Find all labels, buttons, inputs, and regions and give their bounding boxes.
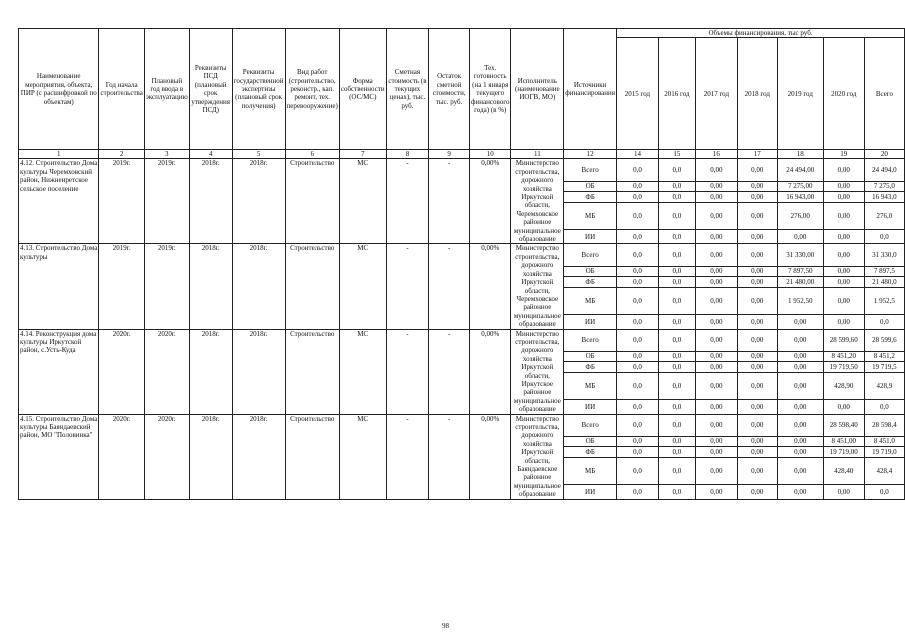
funding-value: 0,0 <box>617 315 659 329</box>
funding-value: 0,00 <box>695 191 737 202</box>
expertise-date: 2018г. <box>232 244 285 329</box>
funding-value: 0,0 <box>658 400 695 414</box>
funding-total: 7 897,5 <box>864 266 904 276</box>
funding-value: 0,0 <box>658 230 695 244</box>
table-row <box>19 159 905 181</box>
funding-value: 0,00 <box>777 485 823 499</box>
start-year: 2020г. <box>99 329 144 414</box>
funding-value: 0,00 <box>823 230 864 244</box>
header-psd: Реквизиты ПСД (плановый срок утверждения ПСД) <box>189 29 232 150</box>
start-year: 2019г. <box>99 244 144 329</box>
ownership: МС <box>339 244 386 329</box>
funding-value: 0,0 <box>617 276 659 287</box>
funding-value: 0,00 <box>737 276 777 287</box>
funding-value: 0,0 <box>617 191 659 202</box>
funding-value: 0,00 <box>695 266 737 276</box>
funding-value: 0,00 <box>823 287 864 314</box>
funding-value: 0,00 <box>737 191 777 202</box>
funding-value: 0,00 <box>695 458 737 485</box>
funding-value: 0,00 <box>823 244 864 266</box>
work-type: Строительство <box>285 329 339 414</box>
funding-source: ИИ <box>564 485 617 499</box>
column-number: 14 <box>617 150 659 159</box>
funding-value: 0,0 <box>617 458 659 485</box>
ownership: МС <box>339 159 386 244</box>
executor: Министерство строительства, дорожного хозяйства Иркутской области, Иркутское районное муниципальное образование <box>511 329 564 414</box>
header-start-year: Год начала строительства <box>99 29 144 150</box>
funding-value: 0,00 <box>695 202 737 229</box>
funding-value: 0,0 <box>658 446 695 457</box>
header-work-type: Вид работ (строительство, реконстр., кап. ремонт, тех. перевооружение) <box>285 29 339 150</box>
cost-remainder: - <box>429 244 470 329</box>
funding-total: 428,9 <box>864 373 904 400</box>
funding-value: 0,0 <box>617 244 659 266</box>
funding-source: МБ <box>564 202 617 229</box>
funding-value: 1 952,50 <box>777 287 823 314</box>
funding-source: МБ <box>564 458 617 485</box>
header-year: 2018 год <box>737 38 777 150</box>
header-year: 2019 год <box>777 38 823 150</box>
column-number: 7 <box>339 150 386 159</box>
header-year: 2016 год <box>658 38 695 150</box>
table-row <box>19 329 905 351</box>
header-ownership: Форма собственности (ОС/МС) <box>339 29 386 150</box>
funding-value: 0,00 <box>823 181 864 191</box>
estimated-cost: - <box>386 414 429 499</box>
funding-total: 0,0 <box>864 315 904 329</box>
funding-value: 0,00 <box>695 159 737 181</box>
column-number: 11 <box>511 150 564 159</box>
funding-total: 16 943,0 <box>864 191 904 202</box>
work-type: Строительство <box>285 244 339 329</box>
funding-source: ФБ <box>564 446 617 457</box>
funding-total: 28 598,4 <box>864 414 904 436</box>
readiness: 0,00% <box>470 159 511 244</box>
funding-value: 0,00 <box>737 202 777 229</box>
column-number: 1 <box>19 150 99 159</box>
table-row <box>19 414 905 436</box>
column-number: 2 <box>99 150 144 159</box>
expertise-date: 2018г. <box>232 329 285 414</box>
column-number: 17 <box>737 150 777 159</box>
cost-remainder: - <box>429 414 470 499</box>
funding-source: ОБ <box>564 181 617 191</box>
funding-value: 0,00 <box>737 244 777 266</box>
funding-value: 0,00 <box>695 276 737 287</box>
header-expertise: Реквизиты государственной экспертизы (плановый срок получения) <box>232 29 285 150</box>
funding-value: 0,0 <box>617 230 659 244</box>
funding-value: 0,00 <box>695 400 737 414</box>
column-number: 5 <box>232 150 285 159</box>
funding-value: 0,0 <box>658 202 695 229</box>
work-type: Строительство <box>285 414 339 499</box>
funding-value: 0,00 <box>823 159 864 181</box>
ownership: МС <box>339 414 386 499</box>
funding-value: 0,00 <box>695 181 737 191</box>
funding-source: Всего <box>564 244 617 266</box>
funding-total: 0,0 <box>864 230 904 244</box>
header-name: Наименование мероприятия, объекта, ПИР (с расшифровкой по объектам) <box>19 29 99 150</box>
header-year: 2020 год <box>823 38 864 150</box>
funding-value: 0,00 <box>695 373 737 400</box>
header-plan-year: Плановый год ввода в эксплуатацию <box>144 29 189 150</box>
column-number-row <box>19 150 905 159</box>
header-year: 2017 год <box>695 38 737 150</box>
funding-value: 0,0 <box>617 202 659 229</box>
plan-year: 2020г. <box>144 329 189 414</box>
header-funding-group: Объемы финансирования, тыс руб. <box>617 29 905 38</box>
funding-value: 0,0 <box>617 414 659 436</box>
object-name: 4.15. Строительство Дома культуры Баяндаевский район, МО "Половинка" <box>19 414 99 499</box>
funding-value: 0,00 <box>777 361 823 372</box>
funding-value: 0,0 <box>617 159 659 181</box>
funding-value: 0,00 <box>823 485 864 499</box>
funding-value: 0,00 <box>695 287 737 314</box>
ownership: МС <box>339 329 386 414</box>
funding-value: 0,00 <box>823 315 864 329</box>
funding-value: 0,0 <box>658 351 695 361</box>
funding-source: Всего <box>564 159 617 181</box>
funding-value: 31 330,00 <box>777 244 823 266</box>
funding-value: 0,00 <box>737 230 777 244</box>
start-year: 2020г. <box>99 414 144 499</box>
object-name: 4.13. Строительство Дома культуры <box>19 244 99 329</box>
executor: Министерство строительства, дорожного хозяйства Иркутской области, Черемховское районное муниципальное образование <box>511 244 564 329</box>
funding-value: 0,0 <box>658 181 695 191</box>
funding-value: 0,0 <box>658 373 695 400</box>
funding-value: 0,0 <box>617 266 659 276</box>
funding-value: 428,40 <box>823 458 864 485</box>
funding-total: 428,4 <box>864 458 904 485</box>
object-name: 4.12. Строительство Дома культуры Черемховский район, Нижнеиретское сельское поселение <box>19 159 99 244</box>
readiness: 0,00% <box>470 414 511 499</box>
funding-value: 0,0 <box>658 315 695 329</box>
funding-value: 0,0 <box>617 400 659 414</box>
funding-source: ОБ <box>564 266 617 276</box>
column-number: 20 <box>864 150 904 159</box>
funding-value: 0,0 <box>658 414 695 436</box>
funding-value: 0,00 <box>737 485 777 499</box>
funding-total: 31 330,0 <box>864 244 904 266</box>
funding-source: ИИ <box>564 400 617 414</box>
funding-source: ОБ <box>564 351 617 361</box>
page-number: 98 <box>442 622 449 630</box>
funding-value: 0,00 <box>695 436 737 446</box>
funding-value: 0,0 <box>617 287 659 314</box>
funding-value: 0,0 <box>617 181 659 191</box>
executor: Министерство строительства, дорожного хозяйства Иркутской области, Баяндаевское районное муниципальное образование <box>511 414 564 499</box>
funding-value: 21 480,00 <box>777 276 823 287</box>
estimated-cost: - <box>386 244 429 329</box>
funding-value: 0,00 <box>777 329 823 351</box>
funding-value: 428,90 <box>823 373 864 400</box>
funding-value: 0,00 <box>737 315 777 329</box>
funding-value: 28 598,40 <box>823 414 864 436</box>
funding-value: 7 897,50 <box>777 266 823 276</box>
column-number: 6 <box>285 150 339 159</box>
column-number: 10 <box>470 150 511 159</box>
funding-total: 7 275,0 <box>864 181 904 191</box>
readiness: 0,00% <box>470 244 511 329</box>
funding-value: 0,0 <box>617 329 659 351</box>
expertise-date: 2018г. <box>232 414 285 499</box>
funding-value: 0,00 <box>737 181 777 191</box>
header-sources: Источники финансирования <box>564 29 617 150</box>
funding-value: 0,0 <box>658 287 695 314</box>
funding-value: 0,0 <box>658 329 695 351</box>
header-year: 2015 год <box>617 38 659 150</box>
funding-value: 0,00 <box>695 485 737 499</box>
funding-value: 0,00 <box>737 414 777 436</box>
funding-source: ОБ <box>564 436 617 446</box>
funding-value: 0,00 <box>737 446 777 457</box>
funding-value: 0,00 <box>823 400 864 414</box>
psd-date: 2018г. <box>189 329 232 414</box>
funding-value: 0,0 <box>617 351 659 361</box>
funding-total: 0,0 <box>864 400 904 414</box>
funding-total: 0,0 <box>864 485 904 499</box>
column-number: 12 <box>564 150 617 159</box>
funding-value: 0,00 <box>777 230 823 244</box>
funding-value: 0,00 <box>777 414 823 436</box>
funding-value: 0,00 <box>695 351 737 361</box>
funding-value: 0,00 <box>823 191 864 202</box>
funding-value: 0,00 <box>777 373 823 400</box>
funding-value: 0,0 <box>658 266 695 276</box>
funding-value: 0,00 <box>777 351 823 361</box>
funding-value: 0,00 <box>737 373 777 400</box>
start-year: 2019г. <box>99 159 144 244</box>
funding-value: 0,00 <box>823 202 864 229</box>
funding-source: ФБ <box>564 191 617 202</box>
funding-value: 0,00 <box>737 266 777 276</box>
funding-value: 0,00 <box>777 458 823 485</box>
funding-total: 19 719,5 <box>864 361 904 372</box>
estimated-cost: - <box>386 329 429 414</box>
funding-value: 0,0 <box>617 485 659 499</box>
funding-value: 7 275,00 <box>777 181 823 191</box>
plan-year: 2019г. <box>144 244 189 329</box>
funding-total: 19 719,0 <box>864 446 904 457</box>
column-number: 15 <box>658 150 695 159</box>
funding-value: 0,00 <box>777 315 823 329</box>
psd-date: 2018г. <box>189 159 232 244</box>
funding-value: 0,00 <box>695 329 737 351</box>
funding-value: 0,00 <box>695 414 737 436</box>
work-type: Строительство <box>285 159 339 244</box>
funding-value: 8 451,00 <box>823 436 864 446</box>
column-number: 4 <box>189 150 232 159</box>
funding-total: 21 480,0 <box>864 276 904 287</box>
funding-value: 0,00 <box>695 361 737 372</box>
funding-value: 16 943,00 <box>777 191 823 202</box>
table-row <box>19 244 905 266</box>
funding-value: 0,0 <box>617 436 659 446</box>
expertise-date: 2018г. <box>232 159 285 244</box>
funding-value: 0,0 <box>617 361 659 372</box>
cost-remainder: - <box>429 159 470 244</box>
funding-value: 0,00 <box>737 436 777 446</box>
funding-total: 28 599,6 <box>864 329 904 351</box>
funding-source: ИИ <box>564 230 617 244</box>
funding-value: 0,0 <box>658 485 695 499</box>
funding-value: 0,0 <box>617 446 659 457</box>
funding-value: 24 494,00 <box>777 159 823 181</box>
funding-value: 0,00 <box>737 458 777 485</box>
funding-table <box>18 28 905 500</box>
funding-value: 0,0 <box>617 373 659 400</box>
funding-value: 0,0 <box>658 276 695 287</box>
funding-value: 0,0 <box>658 244 695 266</box>
column-number: 18 <box>777 150 823 159</box>
funding-value: 0,00 <box>737 351 777 361</box>
funding-value: 0,0 <box>658 191 695 202</box>
funding-value: 0,0 <box>658 458 695 485</box>
psd-date: 2018г. <box>189 244 232 329</box>
funding-value: 0,00 <box>695 230 737 244</box>
plan-year: 2020г. <box>144 414 189 499</box>
header-cost: Сметная стоимость (в текущих ценах), тыс. руб. <box>386 29 429 150</box>
funding-source: ИИ <box>564 315 617 329</box>
funding-value: 0,00 <box>737 159 777 181</box>
funding-value: 0,00 <box>737 361 777 372</box>
funding-value: 0,0 <box>658 436 695 446</box>
header-readiness: Тех. готовность (на 1 января текущего финансового года) (в %) <box>470 29 511 150</box>
funding-value: 0,00 <box>737 400 777 414</box>
cost-remainder: - <box>429 329 470 414</box>
funding-value: 8 451,20 <box>823 351 864 361</box>
column-number: 8 <box>386 150 429 159</box>
funding-value: 0,00 <box>695 244 737 266</box>
column-number: 3 <box>144 150 189 159</box>
funding-value: 28 599,60 <box>823 329 864 351</box>
funding-value: 0,0 <box>658 361 695 372</box>
funding-value: 19 719,00 <box>823 446 864 457</box>
plan-year: 2019г. <box>144 159 189 244</box>
funding-value: 0,00 <box>737 287 777 314</box>
funding-value: 0,00 <box>823 276 864 287</box>
funding-total: 8 451,2 <box>864 351 904 361</box>
funding-total: 1 952,5 <box>864 287 904 314</box>
funding-source: МБ <box>564 287 617 314</box>
funding-value: 0,00 <box>695 315 737 329</box>
header-executor: Исполнитель (наименование ИОГВ, МО) <box>511 29 564 150</box>
funding-source: ФБ <box>564 361 617 372</box>
psd-date: 2018г. <box>189 414 232 499</box>
funding-value: 0,00 <box>777 400 823 414</box>
funding-source: Всего <box>564 414 617 436</box>
funding-value: 0,00 <box>777 446 823 457</box>
funding-total: 8 451,0 <box>864 436 904 446</box>
object-name: 4.14. Реконструкция дома культуры Иркутской район, с.Усть-Куда <box>19 329 99 414</box>
table-body <box>19 159 905 499</box>
funding-value: 19 719,50 <box>823 361 864 372</box>
funding-source: ФБ <box>564 276 617 287</box>
funding-source: МБ <box>564 373 617 400</box>
estimated-cost: - <box>386 159 429 244</box>
funding-source: Всего <box>564 329 617 351</box>
funding-value: 0,00 <box>777 436 823 446</box>
funding-value: 0,00 <box>695 446 737 457</box>
funding-total: 24 494,0 <box>864 159 904 181</box>
funding-value: 0,00 <box>823 266 864 276</box>
header-total: Всего <box>864 38 904 150</box>
column-number: 19 <box>823 150 864 159</box>
funding-value: 276,00 <box>777 202 823 229</box>
executor: Министерство строительства, дорожного хозяйства Иркутской области, Черемховское районное муниципальное образование <box>511 159 564 244</box>
column-number: 9 <box>429 150 470 159</box>
funding-total: 276,0 <box>864 202 904 229</box>
funding-value: 0,0 <box>658 159 695 181</box>
header-remainder: Остаток сметной стоимости, тыс. руб. <box>429 29 470 150</box>
funding-value: 0,00 <box>737 329 777 351</box>
readiness: 0,00% <box>470 329 511 414</box>
column-number: 16 <box>695 150 737 159</box>
